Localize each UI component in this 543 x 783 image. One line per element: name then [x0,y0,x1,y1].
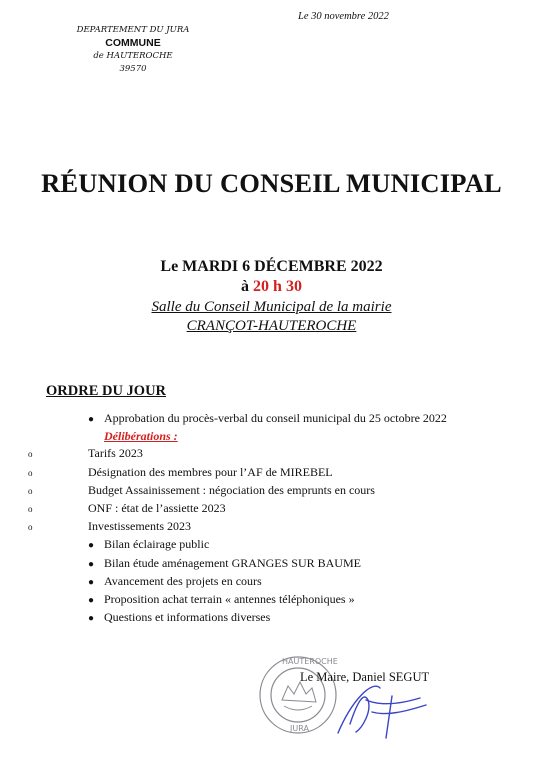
meeting-day: Le MARDI 6 DÉCEMBRE 2022 [160,258,383,275]
town-hall-stamp-icon [260,657,338,733]
circle-bullet-icon: o [28,522,33,533]
agenda-heading: ORDRE DU JOUR [46,383,167,399]
list-item-label: Approbation du procès-verbal du conseil municipal du 25 octobre 2022 [104,411,447,425]
mayor-signature-line: Le Maire, Daniel SEGUT [300,670,430,684]
bullet-icon: ● [88,414,95,425]
circle-bullet-icon: o [28,485,33,496]
list-item-label: Questions et informations diverses [104,610,271,625]
svg-text:HAUTEROCHE: HAUTEROCHE [282,657,338,666]
list-item-label: Avancement des projets en cours [104,573,262,588]
circle-bullet-icon: o [28,449,33,460]
bullet-icon: ● [88,540,95,552]
sub-item-label: Désignation des membres pour l’AF de MIREBEL [88,464,333,479]
list-item-label: Bilan éclairage public [104,537,210,552]
sub-item-label: Tarifs 2023 [88,446,143,461]
postcode: 39570 [119,64,147,74]
bullet-icon: ● [88,595,95,607]
document-date: Le 30 novembre 2022 [298,11,389,22]
place-line-2: CRANÇOT-HAUTEROCHE [186,318,357,334]
sub-item-label: Budget Assainissement : négociation des emprunts en cours [88,482,375,497]
commune-label: COMMUNE [105,37,161,49]
handwritten-signature-icon [338,686,426,738]
svg-text:JURA: JURA [290,724,309,733]
sub-item-label: Investissements 2023 [88,519,191,534]
bullet-icon: ● [88,576,95,588]
department-label: DEPARTEMENT DU JURA [76,25,190,35]
bullet-icon: ● [88,558,95,570]
sub-item-label: ONF : état de l’assiette 2023 [88,501,226,516]
circle-bullet-icon: o [28,467,33,478]
deliberations-label: Délibérations : [104,429,178,444]
page-title: RÉUNION DU CONSEIL MUNICIPAL [41,168,502,198]
list-item-label: Proposition achat terrain « antennes téléphoniques » [104,592,355,607]
meeting-time: 20 h 30 [253,278,302,295]
circle-bullet-icon: o [28,504,33,515]
time-prefix: à [241,278,250,295]
place-line-1: Salle du Conseil Municipal de la mairie [151,299,392,315]
bullet-icon: ● [88,613,95,625]
commune-name: de HAUTEROCHE [93,51,173,61]
list-item-label: Bilan étude aménagement GRANGES SUR BAUME [104,555,361,570]
